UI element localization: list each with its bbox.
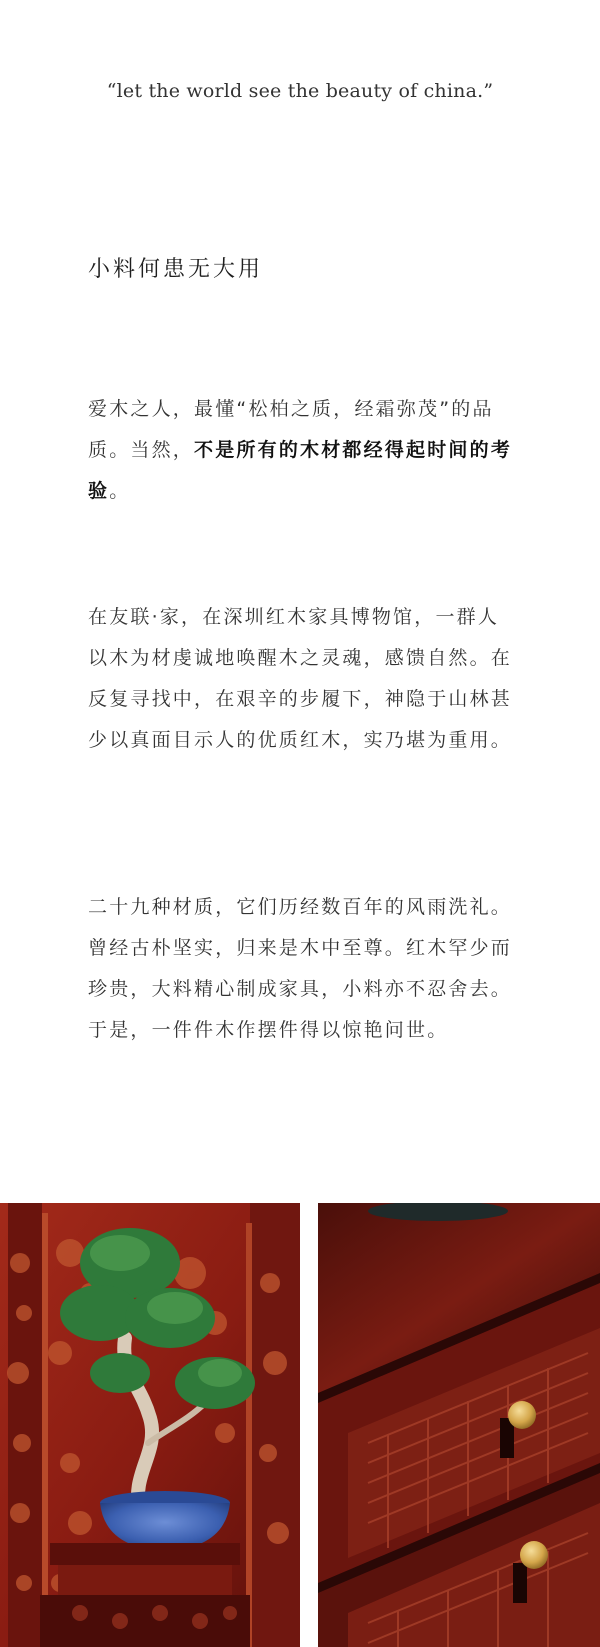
quote-text: “let the world see the beauty of china.” bbox=[106, 80, 494, 102]
paragraph-1-highlight: 不是所有的木材都经得起时间的考验 bbox=[88, 439, 513, 502]
section-title: 小料何患无大用 bbox=[88, 257, 264, 282]
bonsai-photo bbox=[0, 1203, 300, 1647]
paragraph-2 bbox=[88, 597, 518, 761]
paragraph-1 bbox=[88, 389, 518, 512]
drawer-photo bbox=[318, 1203, 600, 1647]
paragraph-2-text: 在友联·家，在深圳红木家具博物馆，一群人以木为材虔诚地唤醒木之灵魂，感馈自然。在反复寻找中，在艰辛的步履下，神隐于山林甚少以真面目示人的优质红木，实乃堪为重用。 bbox=[88, 606, 513, 751]
paragraph-3-text: 二十九种材质，它们历经数百年的风雨洗礼。曾经古朴坚实，归来是木中至尊。红木罕少而珍贵，大料精心制成家具，小料亦不忍舍去。于是，一件件木作摆件得以惊艳问世。 bbox=[88, 896, 513, 1041]
paragraph-1-text: 爱木之人，最懂“松柏之质，经霜弥茂”的品质。当然， bbox=[88, 398, 494, 461]
paragraph-3 bbox=[88, 887, 518, 1051]
paragraph-1-ending: 。 bbox=[109, 480, 131, 502]
